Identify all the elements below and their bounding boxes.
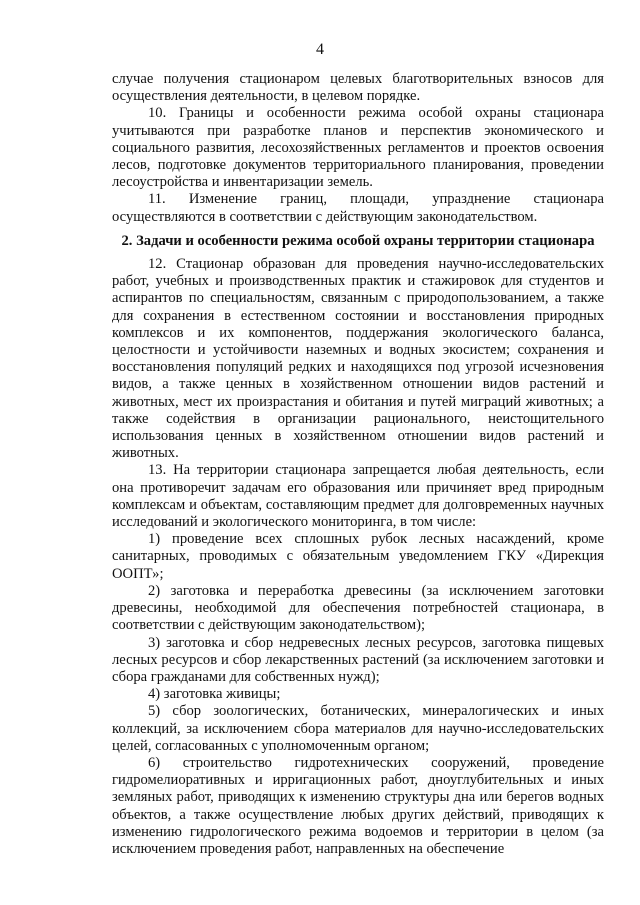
list-item-5: 5) сбор зоологических, ботанических, минералогических и иных коллекций, за исключением сбора материалов для научно-исследовательских целей, согласованных с уполномоченным органом; <box>112 703 604 754</box>
list-item-3: 3) заготовка и сбор недревесных лесных ресурсов, заготовка пищевых лесных ресурсов и сбор лекарственных растений (за исключением заготовки и сбора гражданами для собственных нужд); <box>112 634 604 685</box>
paragraph-10: 10. Границы и особенности режима особой охраны стационара учитываются при разработке планов и перспектив экономического и социального развития, лесохозяйственных регламентов и проектов освоения лесов, подготовке документов территориального планирования, проведении лесоустройства и инвентаризации земель. <box>112 105 604 191</box>
list-item-1: 1) проведение всех сплошных рубок лесных насаждений, кроме санитарных, проводимых с обязательным уведомлением ГКУ «Дирекция ООПТ»; <box>112 531 604 582</box>
paragraph-continuation: случае получения стационаром целевых благотворительных взносов для осуществления деятельности, в целевом порядке. <box>112 71 604 105</box>
page-number: 4 <box>316 41 324 58</box>
list-item-2: 2) заготовка и переработка древесины (за исключением заготовки древесины, необходимой для обеспечения потребностей стационара, в соответствии с действующим законодательством); <box>112 582 604 634</box>
paragraph-11: 11. Изменение границ, площади, упразднение стационара осуществляются в соответствии с действующим законодательством. <box>112 191 604 225</box>
list-item-6: 6) строительство гидротехнических сооружений, проведение гидромелиоративных и ирригационных работ, дноуглубительных и иных земляных работ, приводящих к изменению структуры дна или берегов водных объектов, а также осуществление любых других действий, приводящих к изменению гидрологического режима водоемов и территории в целом (за исключением проведения работ, направленных на обеспечение <box>112 754 604 857</box>
paragraph-12: 12. Стационар образован для проведения научно-исследовательских работ, учебных и производственных практик и стажировок для студентов и аспирантов по специальностям, связанным с природопользованием, а также для сохранения в естественном состоянии и восстановления природных комплексов и их компонентов, поддержания экологического баланса, целостности и устойчивости наземных и водных экосистем; сохранения и восстановления популяций редких и находящихся под угрозой исчезновения видов, а также ценных в хозяйственном отношении видов растений и животных, мест их произрастания и обитания и путей миграций животных; а также содействия в организации рационального, неистощительного использования ценных в хозяйственном отношении видов растений и животных. <box>112 256 604 462</box>
document-body <box>112 71 604 858</box>
list-item-4: 4) заготовка живицы; <box>148 686 281 703</box>
paragraph-13: 13. На территории стационара запрещается любая деятельность, если она противоречит задачам его образования или причиняет вред природным комплексам и объектам, составляющим предмет для долговременных научных исследований и экологического мониторинга, в том числе: <box>112 462 604 531</box>
section-heading: 2. Задачи и особенности режима особой охраны территории стационара <box>121 232 595 249</box>
